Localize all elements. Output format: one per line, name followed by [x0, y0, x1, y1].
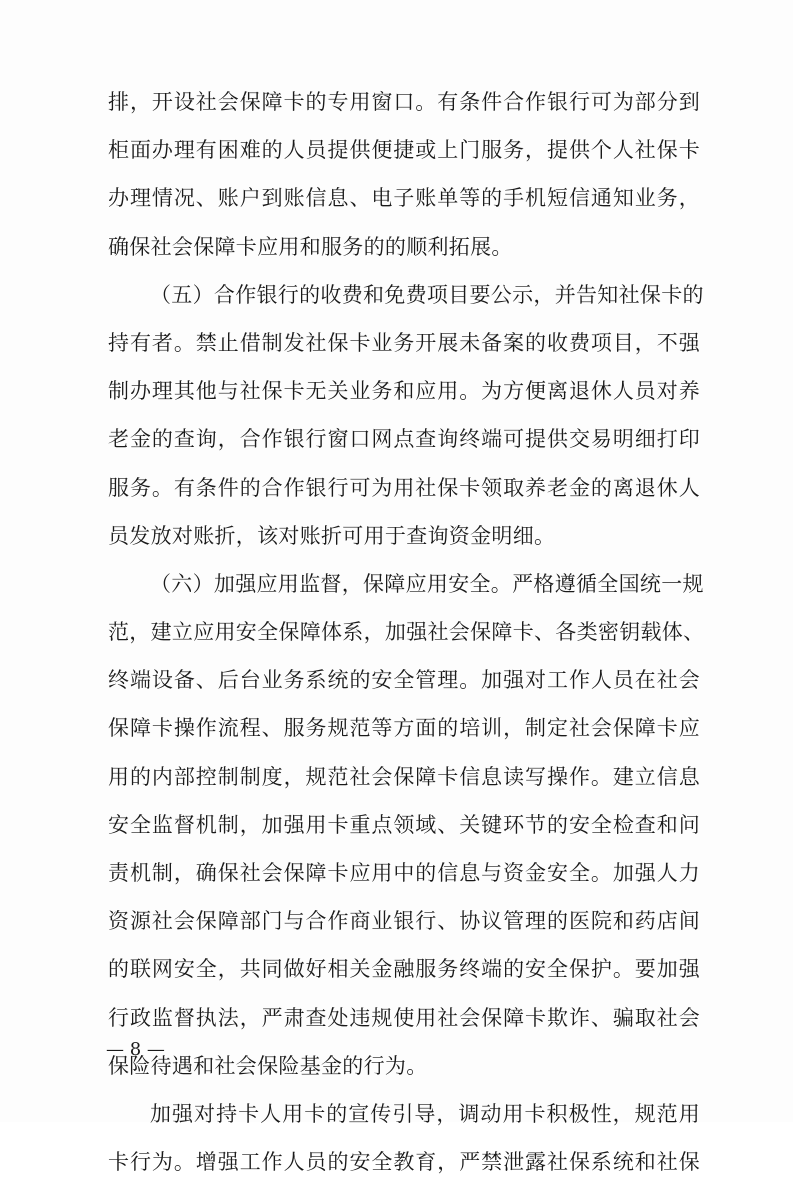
text-line: 行政监督执法，严肃查处违规使用社会保障卡欺诈、骗取社会	[108, 1005, 700, 1030]
text-line: （六）加强应用监督，保障应用安全。严格遵循全国统一规	[150, 571, 704, 596]
text-line: 资源社会保障部门与合作商业银行、协议管理的医院和药店间	[108, 909, 700, 934]
text-line: 柜面办理有困难的人员提供便捷或上门服务，提供个人社保卡	[108, 138, 700, 163]
text-line: 加强对持卡人用卡的宣传引导，调动用卡积极性，规范用	[150, 1101, 700, 1126]
text-line: 排，开设社会保障卡的专用窗口。有条件合作银行可为部分到	[108, 90, 700, 114]
text-line: 的联网安全，共同做好相关金融服务终端的安全保护。要加强	[108, 957, 700, 982]
text-line: 保险待遇和社会保险基金的行为。	[108, 1053, 428, 1078]
text-line: 持有者。禁止借制发社保卡业务开展未备案的收费项目，不强	[108, 330, 700, 355]
text-line: 保障卡操作流程、服务规范等方面的培训，制定社会保障卡应	[108, 716, 700, 741]
body-text	[108, 78, 705, 1186]
text-line: 办理情况、账户到账信息、电子账单等的手机短信通知业务，	[108, 186, 700, 211]
page-number: — 8 —	[106, 1039, 165, 1060]
text-line: 服务。有条件的合作银行可为用社保卡领取养老金的离退休人	[108, 475, 700, 500]
text-line: 确保社会保障卡应用和服务的的顺利拓展。	[108, 234, 513, 259]
text-line: 卡行为。增强工作人员的安全教育，严禁泄露社保系统和社保	[108, 1150, 700, 1175]
text-line: 老金的查询，合作银行窗口网点查询终端可提供交易明细打印	[108, 427, 700, 452]
text-line: 制办理其他与社保卡无关业务和应用。为方便离退休人员对养	[108, 379, 700, 404]
text-line: 员发放对账折，该对账折可用于查询资金明细。	[108, 523, 556, 548]
text-line: 范，建立应用安全保障体系，加强社会保障卡、各类密钥载体、	[108, 620, 705, 645]
text-line: 终端设备、后台业务系统的安全管理。加强对工作人员在社会	[108, 668, 700, 693]
text-line: 安全监督机制，加强用卡重点领域、关键环节的安全检查和问	[108, 812, 700, 837]
text-line: （五）合作银行的收费和免费项目要公示，并告知社保卡的	[150, 282, 704, 307]
text-line: 责机制，确保社会保障卡应用中的信息与资金安全。加强人力	[108, 861, 700, 885]
text-line: 用的内部控制制度，规范社会保障卡信息读写操作。建立信息	[108, 764, 700, 789]
